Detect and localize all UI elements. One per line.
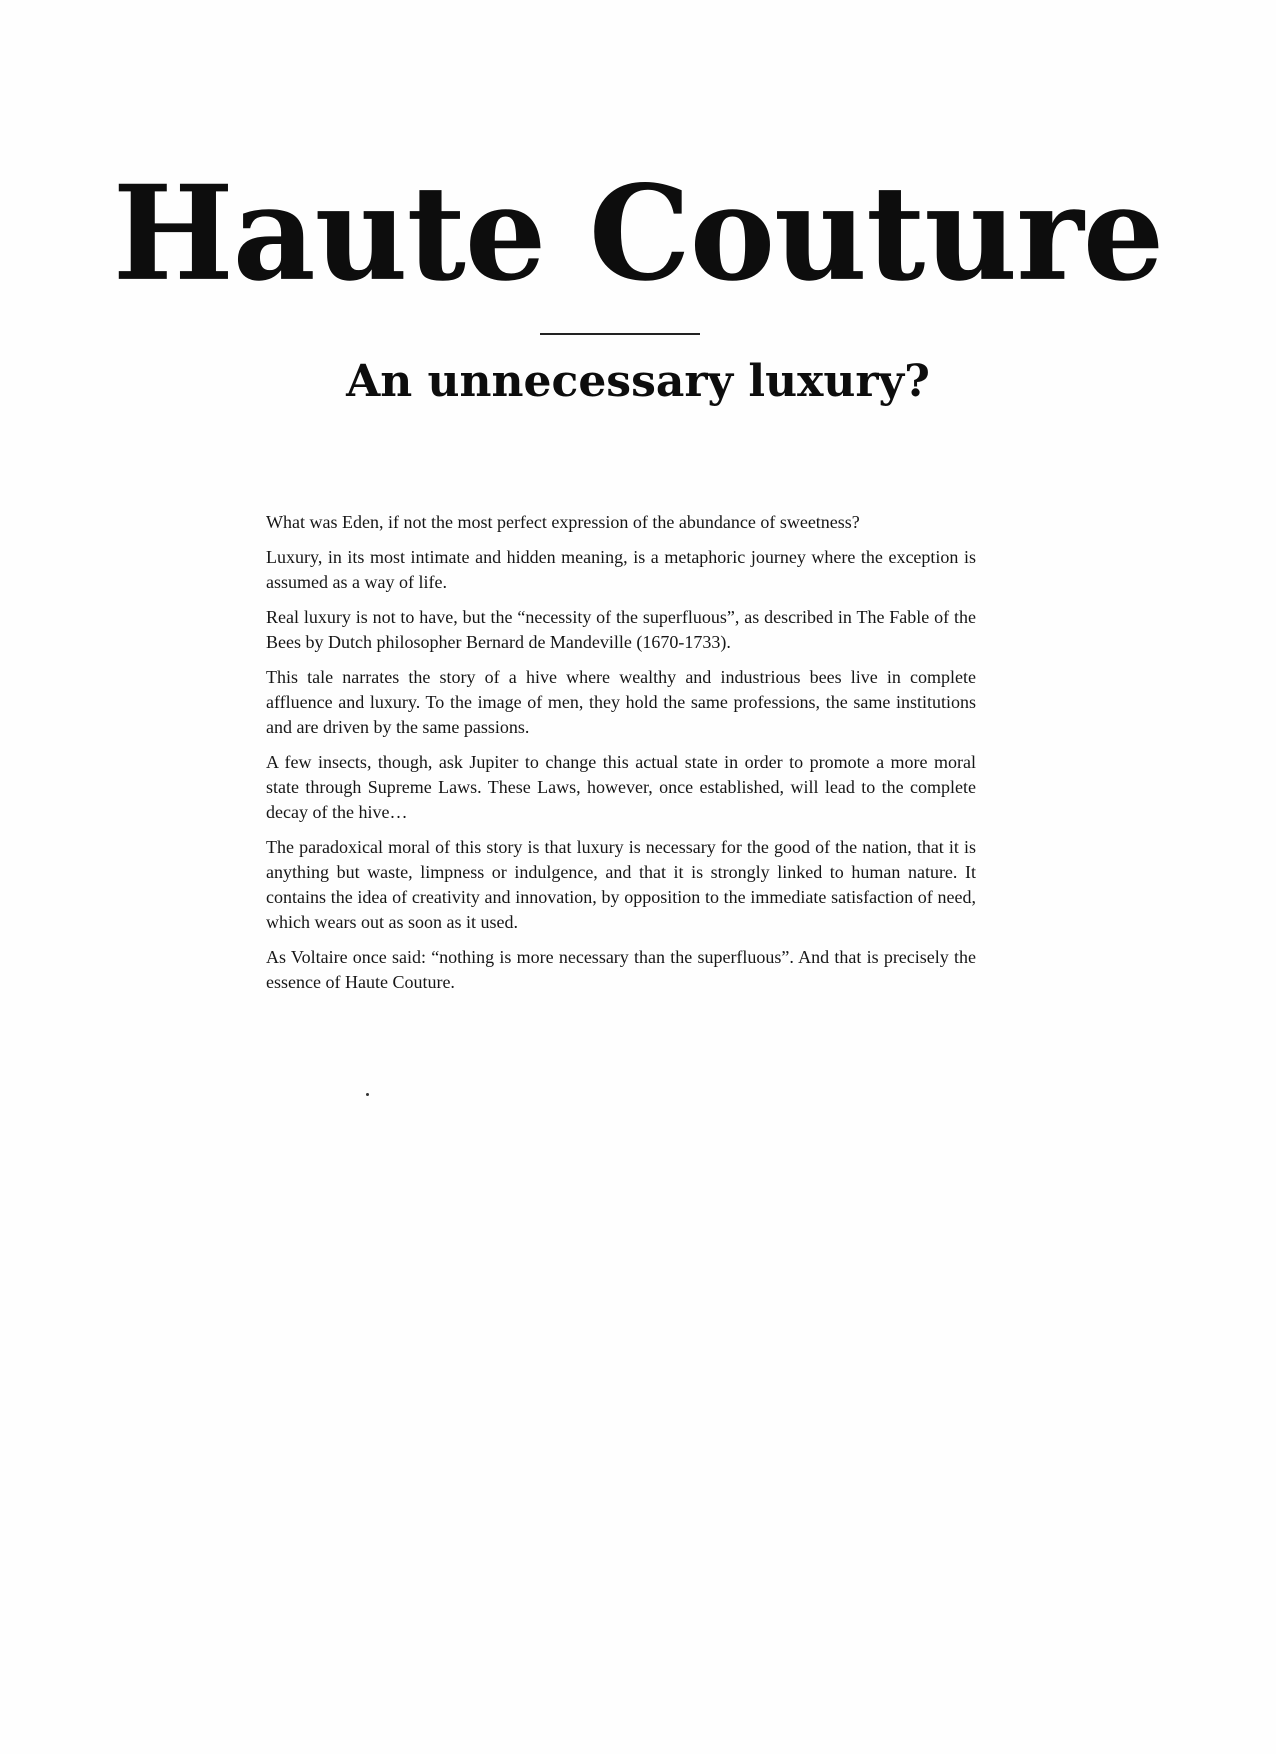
paragraph: This tale narrates the story of a hive where wealthy and industrious bees live in complete affluence and luxury. To the image of men, they hold the same professions, the same institutions and are driven by the same passions. <box>266 667 976 737</box>
article-body <box>266 510 976 1005</box>
paragraph: Real luxury is not to have, but the “necessity of the superfluous”, as described in The Fable of the Bees by Dutch philosopher Bernard de Mandeville (1670-1733). <box>266 607 976 652</box>
title-divider <box>540 333 700 335</box>
paragraph: Luxury, in its most intimate and hidden meaning, is a metaphoric journey where the exception is assumed as a way of life. <box>266 547 976 592</box>
paragraph: The paradoxical moral of this story is that luxury is necessary for the good of the nation, that it is anything but waste, limpness or indulgence, and that it is strongly linked to human nature. It contains the idea of creativity and innovation, by opposition to the immediate satisfaction of need, which wears out as soon as it used. <box>266 837 976 932</box>
paragraph: As Voltaire once said: “nothing is more necessary than the superfluous”. And that is precisely the essence of Haute Couture. <box>266 947 976 992</box>
ink-speck <box>366 1093 369 1096</box>
page-subtitle: An unnecessary luxury? <box>346 356 930 407</box>
paragraph: What was Eden, if not the most perfect expression of the abundance of sweetness? <box>266 512 860 532</box>
paragraph: A few insects, though, ask Jupiter to change this actual state in order to promote a more moral state through Supreme Laws. These Laws, however, once established, will lead to the complete decay of the hive… <box>266 752 976 822</box>
page-title: Haute Couture <box>112 157 1164 311</box>
